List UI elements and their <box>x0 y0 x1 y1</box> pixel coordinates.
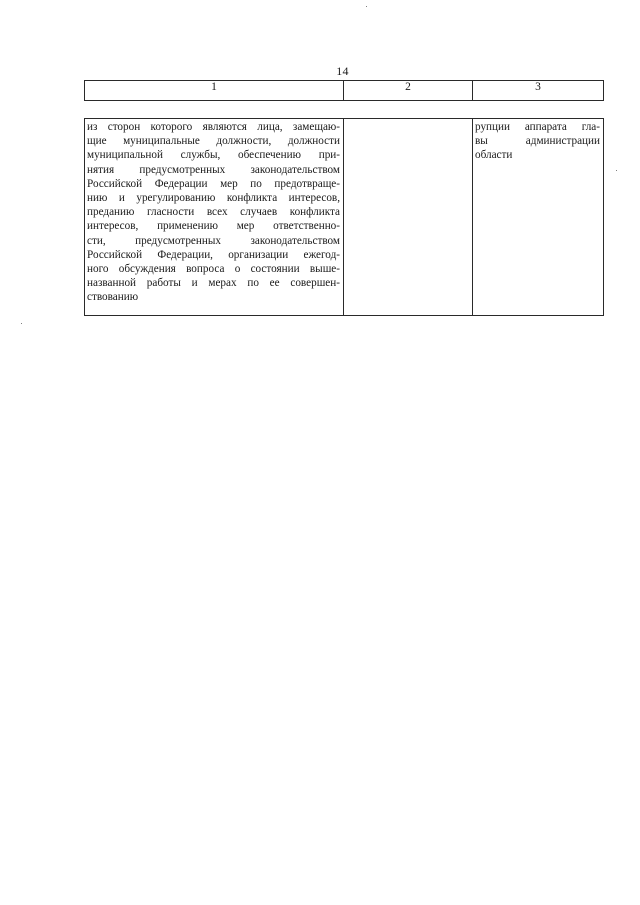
table-header-row <box>85 81 604 101</box>
text-line: нию и урегулированию конфликта интересов, <box>87 192 340 205</box>
scan-speck <box>21 323 22 324</box>
text-line: интересов, применению мер ответственно- <box>87 220 340 233</box>
text-line: из сторон которого являются лица, замещаю- <box>87 121 340 133</box>
row-cell-col-1-text <box>85 119 343 306</box>
row-cell-col-2 <box>344 119 473 316</box>
text-line: ствованию <box>87 291 139 304</box>
header-col-2: 2 <box>344 81 473 101</box>
scan-speck <box>366 6 367 7</box>
text-line: сти, предусмотренных законодательством <box>87 234 340 247</box>
text-line: щие муниципальные должности, должности <box>87 135 340 148</box>
text-line: области <box>475 149 513 162</box>
text-line: рупции аппарата гла- <box>475 121 600 133</box>
header-col-3: 3 <box>473 81 604 101</box>
text-line: нятия предусмотренных законодательством <box>87 163 340 176</box>
text-line: названной работы и мерах по ее совершен- <box>87 277 340 290</box>
text-line: муниципальной службы, обеспечению при- <box>87 149 340 162</box>
text-line: Российской Федерации, организации ежегод- <box>87 248 340 261</box>
text-line: преданию гласности всех случаев конфликта <box>87 206 340 219</box>
table-row <box>85 119 604 316</box>
table-body <box>84 118 604 316</box>
scan-speck <box>616 170 617 171</box>
text-line: Российской Федерации мер по предотвраще- <box>87 177 340 190</box>
row-cell-col-1 <box>85 119 344 316</box>
page-number: 14 <box>336 64 349 78</box>
row-cell-col-2-text <box>344 119 472 121</box>
text-line: вы администрации <box>475 135 600 148</box>
text-line: ного обсуждения вопроса о состоянии выше- <box>87 263 340 276</box>
table-header <box>84 80 604 101</box>
row-cell-col-3-text <box>473 119 603 164</box>
row-cell-col-3 <box>473 119 604 316</box>
header-col-1: 1 <box>85 81 344 101</box>
